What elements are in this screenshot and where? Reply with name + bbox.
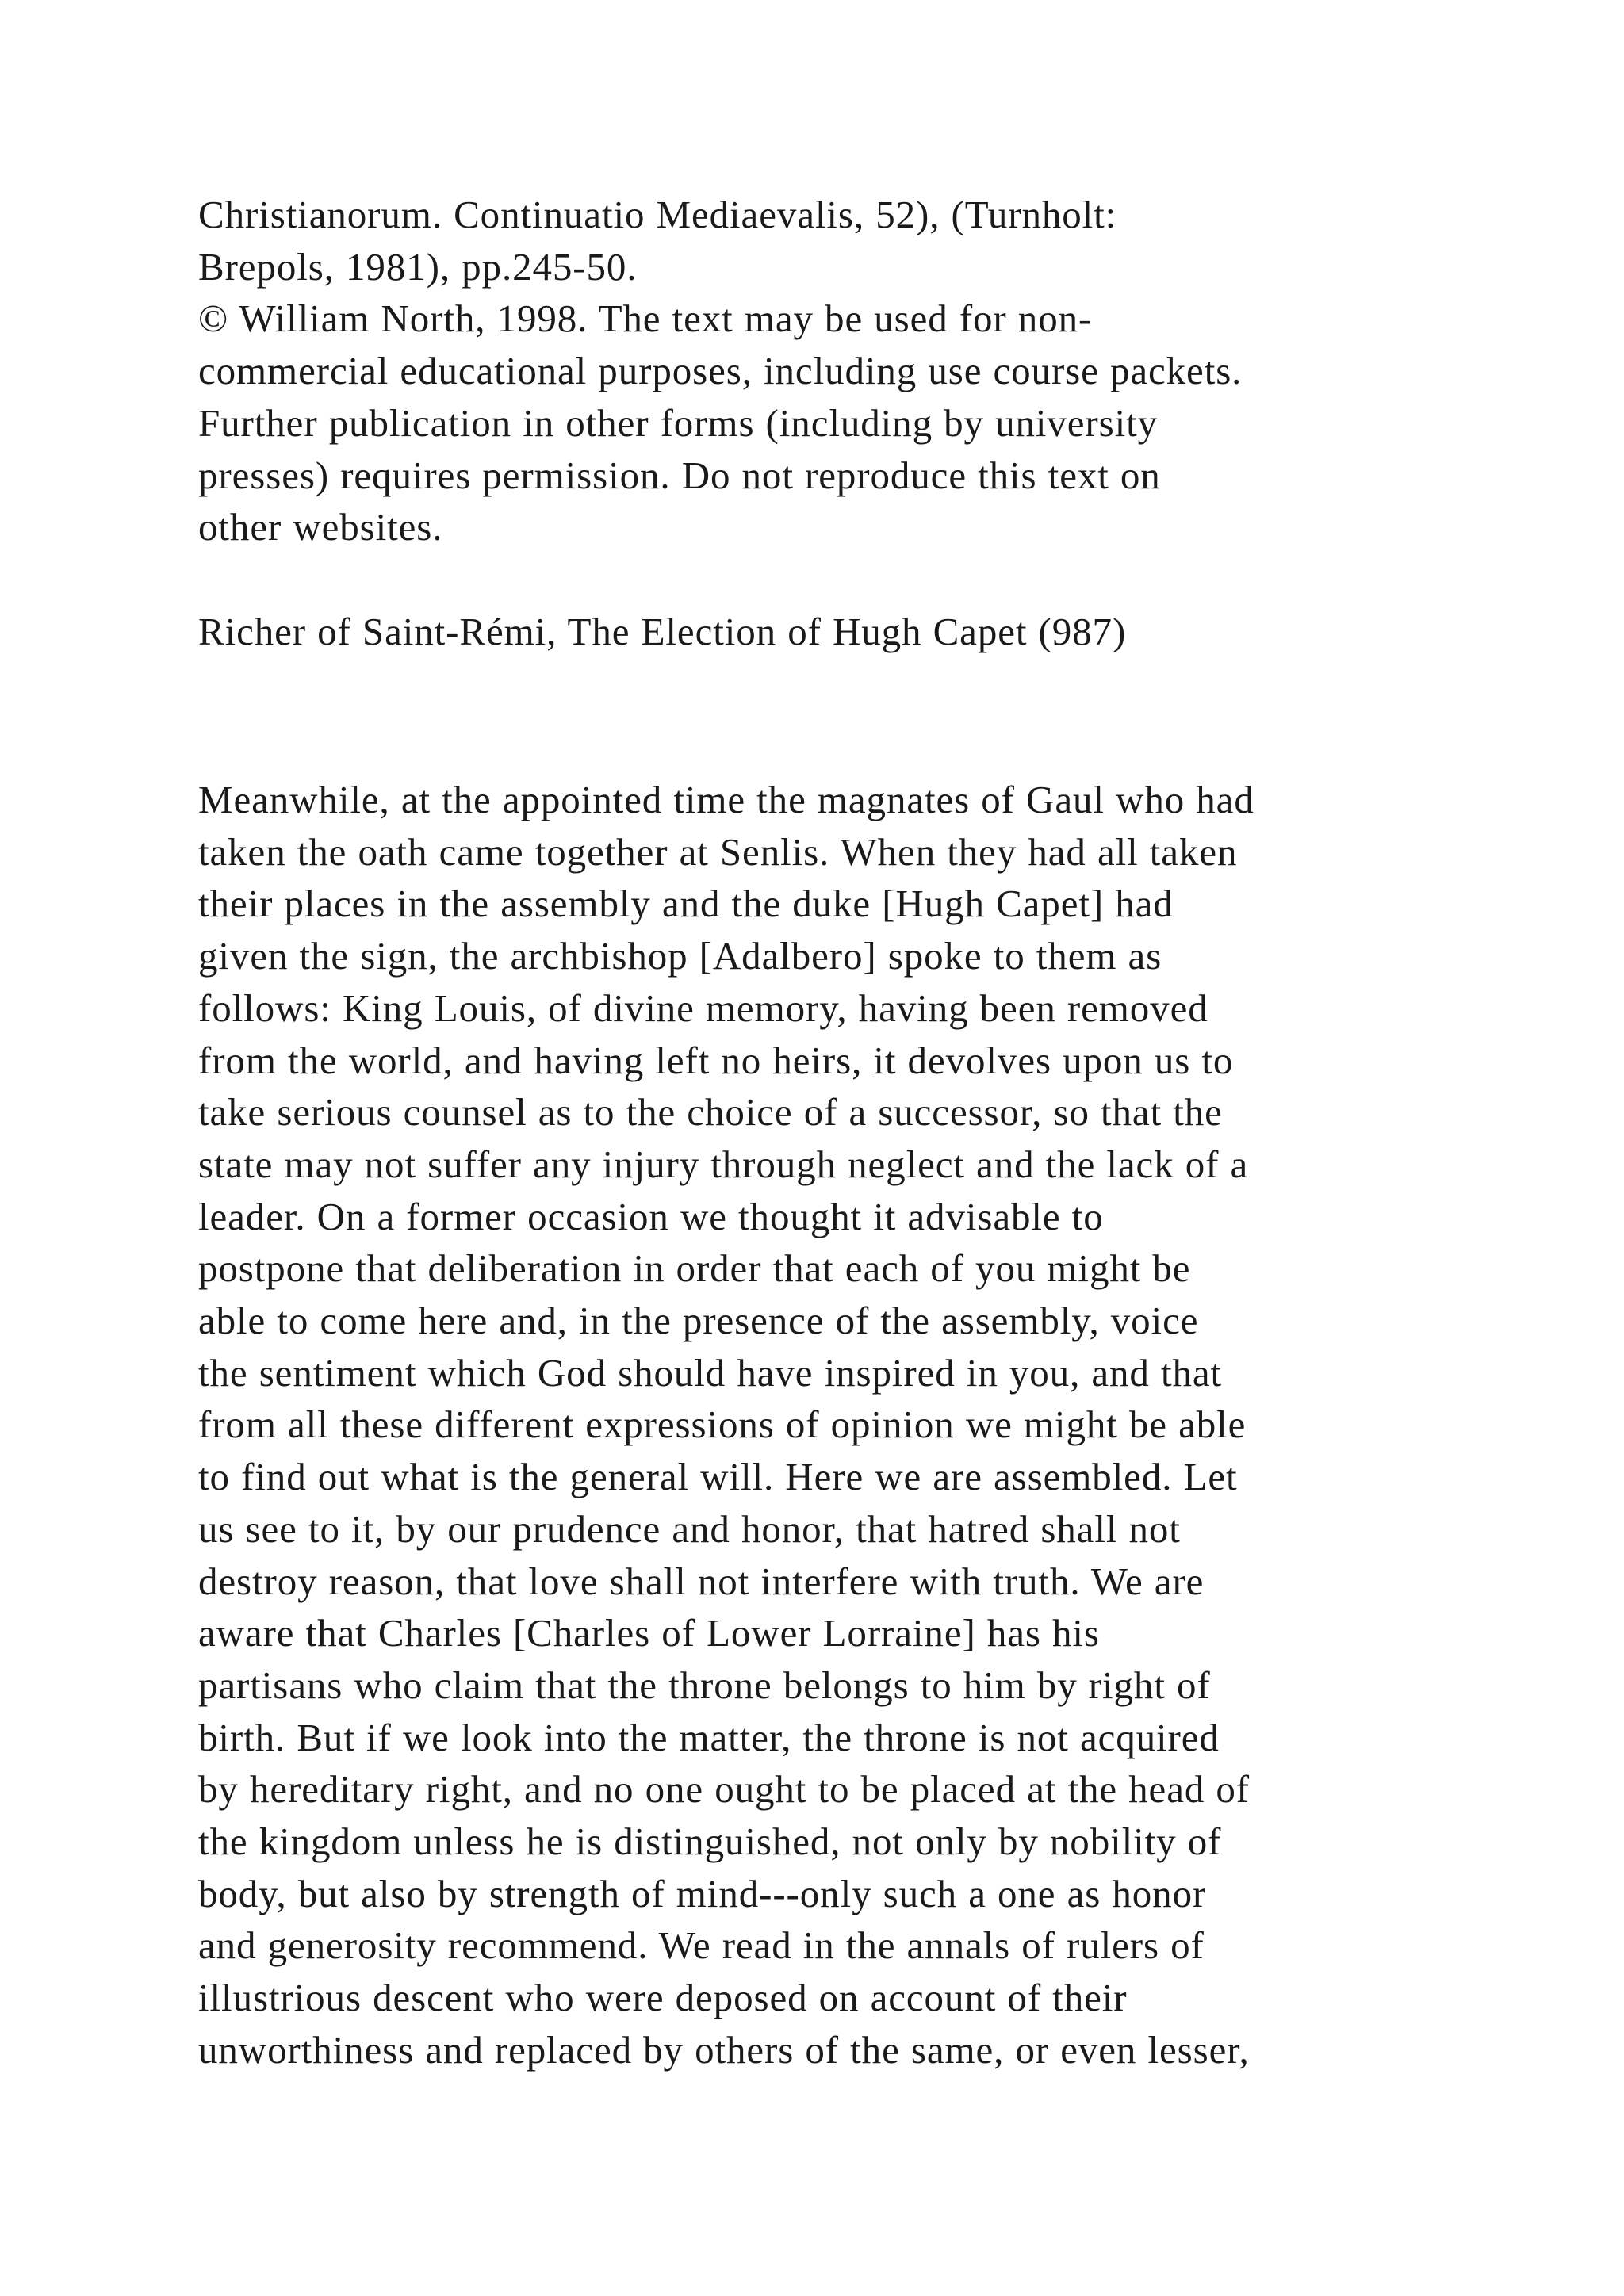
body-line: from the world, and having left no heirs, it devolves upon us to	[198, 1038, 1234, 1082]
body-line: unworthiness and replaced by others of the same, or even lesser,	[198, 2027, 1250, 2072]
header-line: Brepols, 1981), pp.245-50.	[198, 244, 638, 289]
document-title	[198, 606, 1546, 658]
header-line: commercial educational purposes, including use course packets.	[198, 349, 1243, 393]
body-line: leader. On a former occasion we thought it advisable to	[198, 1194, 1104, 1238]
body-line: take serious counsel as to the choice of a successor, so that the	[198, 1090, 1223, 1135]
body-line: Meanwhile, at the appointed time the magnates of Gaul who had	[198, 778, 1254, 821]
body-line: from all these different expressions of opinion we might be able	[198, 1402, 1247, 1447]
body-line: the sentiment which God should have inspired in you, and that	[198, 1350, 1223, 1395]
body-line: illustrious descent who were deposed on account of their	[198, 1976, 1128, 2020]
header-line: © William North, 1998. The text may be used for non-	[198, 297, 1093, 341]
body-line: body, but also by strength of mind---only such a one as honor	[198, 1871, 1207, 1915]
body-line: destroy reason, that love shall not interfere with truth. We are	[198, 1559, 1205, 1603]
body-line: follows: King Louis, of divine memory, having been removed	[198, 985, 1208, 1030]
header-line: Christianorum. Continuatio Mediaevalis, 52), (Turnholt:	[198, 193, 1117, 236]
body-line: birth. But if we look into the matter, the throne is not acquired	[198, 1715, 1220, 1759]
body-line: partisans who claim that the throne belongs to him by right of	[198, 1663, 1211, 1707]
body-text	[198, 774, 1546, 2076]
body-line: given the sign, the archbishop [Adalbero] spoke to them as	[198, 934, 1162, 978]
body-line: able to come here and, in the presence of the assembly, voice	[198, 1299, 1199, 1343]
body-line: by hereditary right, and no one ought to be placed at the head of	[198, 1767, 1251, 1812]
header-line: Further publication in other forms (including by university	[198, 400, 1159, 445]
header-line: presses) requires permission. Do not reproduce this text on	[198, 453, 1161, 497]
body-line: taken the oath came together at Senlis. When they had all taken	[198, 829, 1238, 874]
body-line: their places in the assembly and the duke [Hugh Capet] had	[198, 882, 1174, 926]
body-line: state may not suffer any injury through neglect and the lack of a	[198, 1142, 1249, 1186]
body-line: the kingdom unless he is distinguished, not only by nobility of	[198, 1820, 1222, 1864]
body-line: aware that Charles [Charles of Lower Lorraine] has his	[198, 1611, 1100, 1655]
citation-and-copyright-notice	[198, 189, 1546, 553]
body-line: us see to it, by our prudence and honor, that hatred shall not	[198, 1506, 1181, 1551]
body-line: and generosity recommend. We read in the annals of rulers of	[198, 1923, 1205, 1968]
body-line: postpone that deliberation in order that each of you might be	[198, 1246, 1191, 1291]
body-line: to find out what is the general will. Here we are assembled. Let	[198, 1455, 1238, 1499]
title-line: Richer of Saint-Rémi, The Election of Hugh Capet (987)	[198, 610, 1127, 653]
header-line: other websites.	[198, 505, 443, 549]
